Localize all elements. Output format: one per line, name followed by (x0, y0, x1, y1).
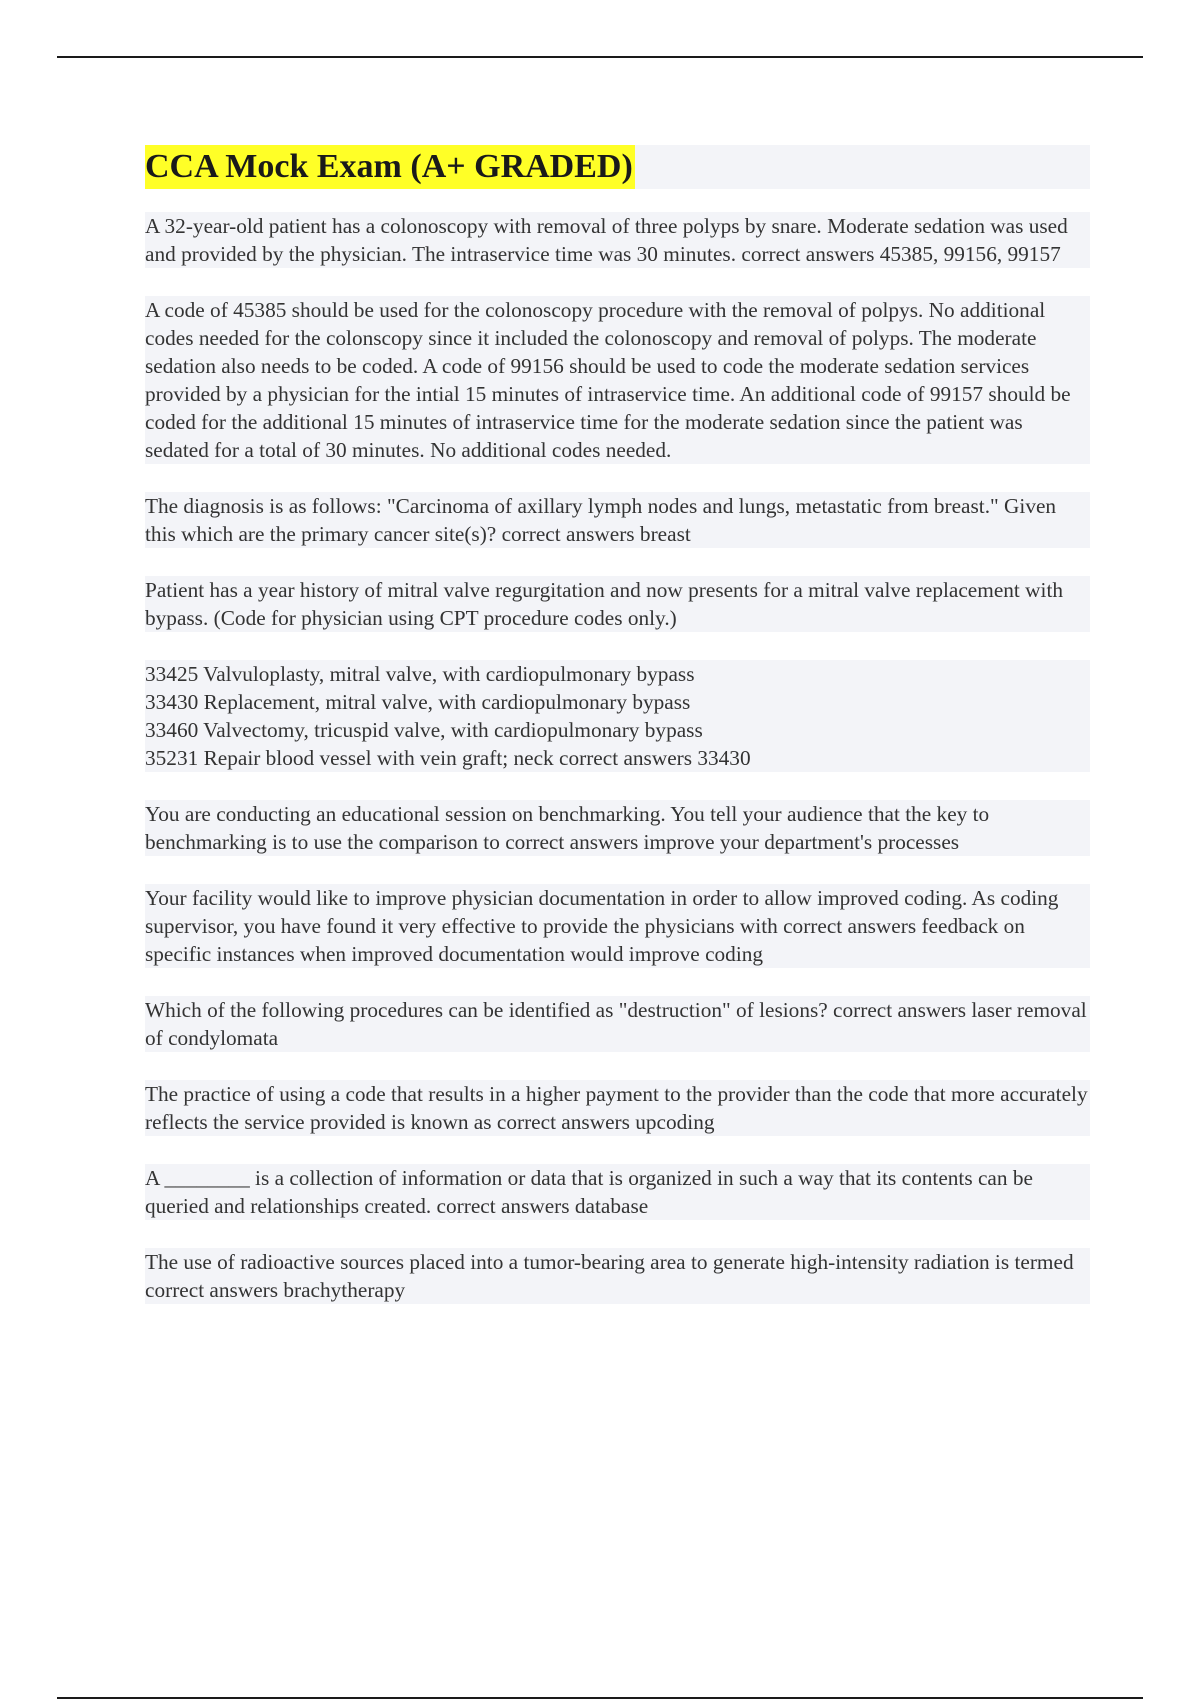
code-option: 33430 Replacement, mitral valve, with cardiopulmonary bypass (145, 690, 691, 714)
document-body (145, 145, 1090, 1332)
paragraph-documentation-question: Your facility would like to improve physician documentation in order to allow improved coding. As coding supervisor, you have found it very effective to provide the physicians with correct answers feedback on specific instances when improved documentation would improve coding (145, 884, 1090, 968)
paragraph-diagnosis-question: The diagnosis is as follows: "Carcinoma of axillary lymph nodes and lungs, metastatic from breast." Given this which are the primary cancer site(s)? correct answers breast (145, 492, 1090, 548)
paragraph-benchmarking-question: You are conducting an educational session on benchmarking. You tell your audience that the key to benchmarking is to use the comparison to correct answers improve your department's processes (145, 800, 1090, 856)
title-band (145, 145, 1090, 189)
paragraph-brachytherapy-question: The use of radioactive sources placed into a tumor-bearing area to generate high-intensity radiation is termed correct answers brachytherapy (145, 1248, 1090, 1304)
paragraph-mitral-valve-question: Patient has a year history of mitral valve regurgitation and now presents for a mitral valve replacement with bypass. (Code for physician using CPT procedure codes only.) (145, 576, 1090, 632)
paragraph-colonoscopy-explanation: A code of 45385 should be used for the colonoscopy procedure with the removal of polpys. No additional codes needed for the colonscopy since it included the colonoscopy and removal of polyps. The moderate sedation also needs to be coded. A code of 99156 should be used to code the moderate sedation services provided by a physician for the intial 15 minutes of intraservice time. An additional code of 99157 should be coded for the additional 15 minutes of intraservice time for the moderate sedation since the patient was sedated for a total of 30 minutes. No additional codes needed. (145, 296, 1090, 464)
code-option: 33425 Valvuloplasty, mitral valve, with cardiopulmonary bypass (145, 662, 695, 686)
code-option: 33460 Valvectomy, tricuspid valve, with cardiopulmonary bypass (145, 718, 703, 742)
document-title: CCA Mock Exam (A+ GRADED) (145, 145, 635, 189)
bottom-rule (57, 1697, 1143, 1699)
paragraph-destruction-question: Which of the following procedures can be identified as "destruction" of lesions? correct answers laser removal of condylomata (145, 996, 1090, 1052)
paragraph-colonoscopy-question: A 32-year-old patient has a colonoscopy with removal of three polyps by snare. Moderate sedation was used and provided by the physician. The intraservice time was 30 minutes. correct answers 45385, 99156, 99157 (145, 212, 1090, 268)
code-options-list (145, 660, 1090, 772)
top-rule (57, 56, 1143, 58)
paragraph-upcoding-question: The practice of using a code that results in a higher payment to the provider than the code that more accurately reflects the service provided is known as correct answers upcoding (145, 1080, 1090, 1136)
paragraph-database-question: A ________ is a collection of information or data that is organized in such a way that its contents can be queried and relationships created. correct answers database (145, 1164, 1090, 1220)
code-option: 35231 Repair blood vessel with vein graft; neck correct answers 33430 (145, 746, 751, 770)
